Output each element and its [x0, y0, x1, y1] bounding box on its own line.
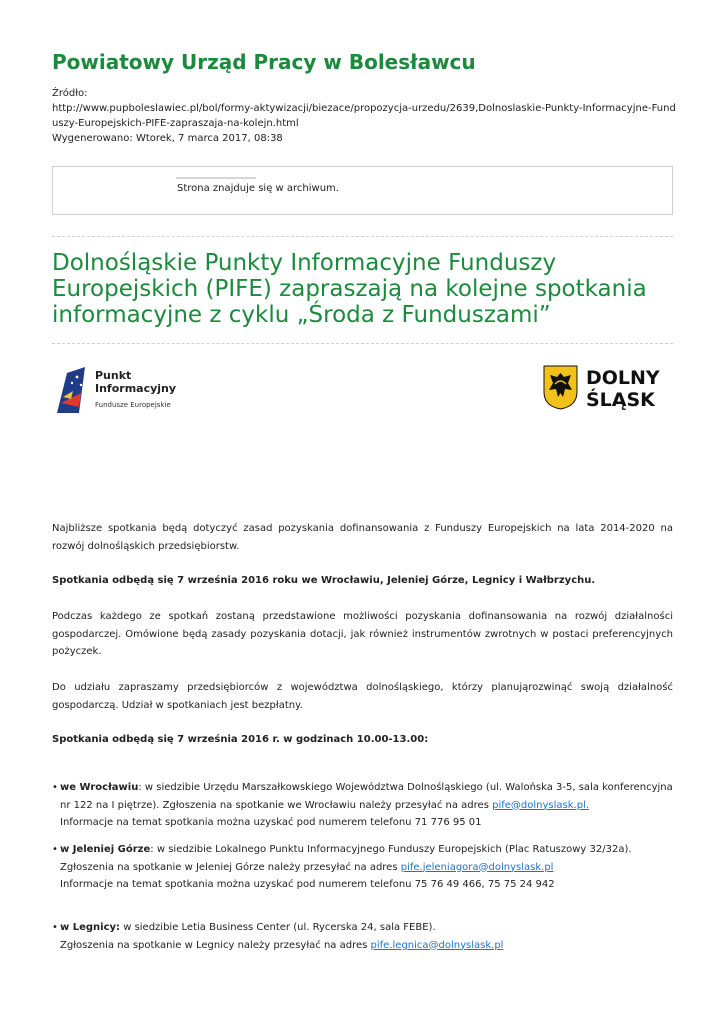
- bullet-icon: •: [52, 922, 58, 933]
- item-text: w siedzibie Letia Business Center (ul. Rycerska 24, sala FEBE).: [120, 922, 436, 933]
- email-link[interactable]: pife@dolnyslask.pl.: [492, 799, 589, 811]
- bullet-icon: •: [52, 844, 58, 855]
- bullet-icon: •: [52, 782, 58, 793]
- pife-logo-line-3: Fundusze Europejskie: [95, 401, 171, 409]
- pife-logo-flag-icon: [57, 367, 85, 413]
- site-title: Powiatowy Urząd Pracy w Bolesławcu: [52, 50, 476, 74]
- source-label: Źródło:: [52, 88, 88, 99]
- city-label: w Legnicy:: [60, 922, 121, 933]
- archive-divider: [176, 177, 256, 179]
- pife-logo-line-1: Punkt: [95, 369, 132, 382]
- item-text: : w siedzibie Lokalnego Punktu Informacyjnego Funduszy Europejskich (Plac Ratuszowy 32/32a).: [150, 844, 632, 855]
- paragraph-details: Podczas każdego ze spotkań zostaną przedstawione możliwości pozyskania dofinansowania na rozwój działalności gospodarczej. Omówione będą zasady pozyskania dotacji, jak również instrumentów zwrotnych w postaci preferencyjnych pożyczek.: [52, 611, 673, 657]
- item-text: : w siedzibie Urzędu Marszałkowskiego Województwa Dolnośląskiego (ul. Walońska 3-5, sala konferencyjna: [138, 782, 673, 793]
- divider-bottom: [52, 343, 673, 344]
- city-label: w Jeleniej Górze: [60, 844, 151, 855]
- article-title: Dolnośląskie Punkty Informacyjne Funduszy Europejskich (PIFE) zapraszają na kolejne spotkania informacyjne z cyklu „Środa z Funduszami”: [52, 250, 647, 328]
- paragraph-intro: Najbliższe spotkania będą dotyczyć zasad pozyskania dofinansowania z Funduszy Europejskich na lata 2014-2020 na rozwój dolnośląskich przedsiębiorstw.: [52, 523, 673, 552]
- source-url-line-2[interactable]: uszy-Europejskich-PIFE-zapraszaja-na-kolejn.html: [52, 118, 299, 129]
- item-text: Informacje na temat spotkania można uzyskać pod numerem telefonu 71 776 95 01: [60, 817, 482, 828]
- divider-top: [52, 236, 673, 237]
- item-text: nr 122 na I piętrze). Zgłoszenia na spotkanie we Wrocławiu należy przesyłać na adres: [60, 799, 493, 811]
- generated-date: Wygenerowano: Wtorek, 7 marca 2017, 08:38: [52, 133, 283, 144]
- paragraph-dates: Spotkania odbędą się 7 września 2016 roku we Wrocławiu, Jeleniej Górze, Legnicy i Wałbrzychu.: [52, 575, 596, 586]
- archive-message: Strona znajduje się w archiwum.: [177, 183, 339, 194]
- item-text: Zgłoszenia na spotkanie w Jeleniej Górze należy przesyłać na adres: [60, 861, 401, 873]
- dolny-slask-logo: [543, 364, 673, 410]
- list-item-wroclaw: [52, 779, 673, 832]
- list-item-legnica: [52, 919, 673, 954]
- email-link[interactable]: pife.legnica@dolnyslask.pl: [370, 939, 504, 951]
- email-link[interactable]: pife.jeleniagora@dolnyslask.pl: [400, 861, 554, 873]
- list-item-jelenia-gora: [52, 841, 673, 894]
- pife-logo-line-2: Informacyjny: [95, 382, 177, 395]
- item-text: Informacje na temat spotkania można uzyskać pod numerem telefonu 75 76 49 466, 75 75 24 942: [60, 879, 555, 890]
- item-text: Zgłoszenia na spotkanie w Legnicy należy przesyłać na adres: [60, 939, 371, 951]
- pife-logo: [57, 363, 197, 413]
- paragraph-hours: Spotkania odbędą się 7 września 2016 r. w godzinach 10.00-13.00:: [52, 734, 429, 745]
- archive-notice: [52, 166, 673, 215]
- paragraph-invitation: Do udziału zapraszamy przedsiębiorców z województwa dolnośląskiego, którzy planująrozwinąć swoją działalność gospodarczą. Udział w spotkaniach jest bezpłatny.: [52, 682, 673, 711]
- city-label: we Wrocławiu: [60, 782, 139, 793]
- ds-logo-line-1: DOLNY: [586, 367, 660, 389]
- ds-logo-line-2: ŚLĄSK: [586, 389, 655, 410]
- source-meta: [52, 86, 677, 146]
- source-url-line-1[interactable]: http://www.pupboleslawiec.pl/bol/formy-aktywizacji/biezace/propozycja-urzedu/2639,Dolnoslaskie-Punkty-Informacyjne-Fund: [52, 103, 676, 114]
